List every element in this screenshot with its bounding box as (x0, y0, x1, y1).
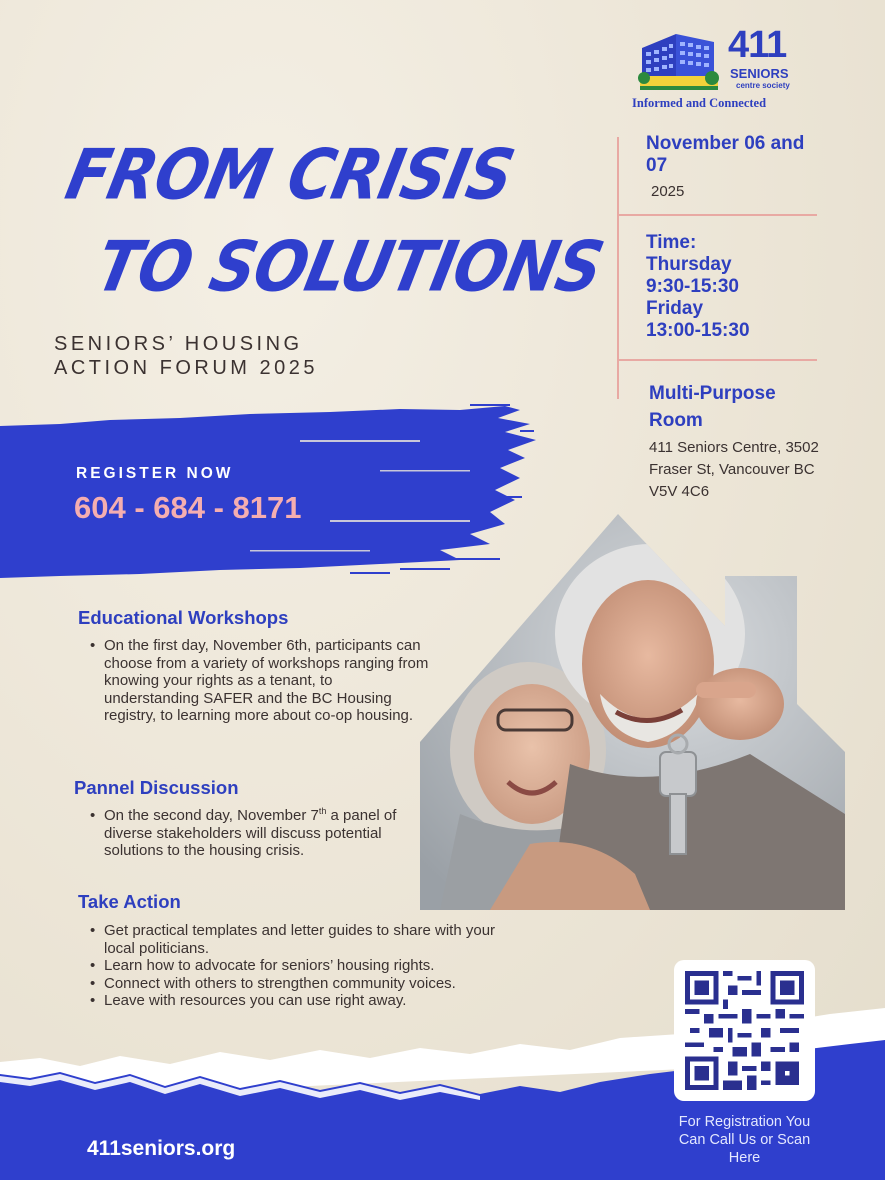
title-line-2: TO SOLUTIONS (89, 225, 610, 308)
title-line-1: FROM CRISIS (59, 133, 521, 216)
list-item: • Learn how to advocate for seniors’ housing rights. (90, 957, 530, 975)
event-date: November 06 and 07 (646, 133, 805, 176)
seniors-with-key-photo (420, 514, 845, 910)
list-item: • On the first day, November 6th, participants can choose from a variety of workshops ranging from knowing your rights as a tenant, to understanding SAFER and the BC Housing registry, to learning more about co-op housing. (90, 637, 430, 725)
panel-list (90, 807, 410, 860)
workshops-list (90, 637, 430, 725)
qr-code-icon[interactable] (685, 971, 804, 1090)
panel-text-after: a panel of diverse stakeholders will discuss potential solutions to the housing crisis. (104, 807, 397, 859)
info-divider-1 (617, 214, 817, 216)
logo-society: centre society (736, 81, 790, 90)
register-phone[interactable]: 604 - 684 - 8171 (74, 490, 302, 525)
time-day-2: Friday (646, 298, 704, 319)
panel-text-before: On the second day, November 7 (104, 807, 319, 824)
event-room: Multi-Purpose Room (649, 383, 776, 431)
register-now-label: REGISTER NOW (76, 465, 234, 482)
logo-tagline: Informed and Connected (632, 96, 767, 110)
action-list (90, 922, 530, 1010)
list-item: • Connect with others to strengthen community voices. (90, 975, 530, 993)
time-label: Time: (646, 232, 697, 253)
website-link[interactable]: 411seniors.org (87, 1137, 236, 1160)
logo (632, 26, 832, 116)
subtitle-line-2: ACTION FORUM 2025 (54, 357, 318, 379)
time-hours-1: 9:30-15:30 (646, 276, 739, 297)
workshops-heading: Educational Workshops (78, 607, 289, 628)
subtitle-line-1: SENIORS’ HOUSING (54, 333, 303, 355)
info-divider-2 (617, 359, 817, 361)
action-heading: Take Action (78, 891, 181, 912)
list-item (90, 807, 410, 860)
logo-seniors: SENIORS (730, 66, 789, 81)
qr-caption: For Registration You Can Call Us or Scan Here (678, 1114, 811, 1166)
event-year: 2025 (651, 183, 685, 200)
qr-code-card[interactable] (674, 960, 815, 1101)
time-day-1: Thursday (646, 254, 732, 275)
logo-number: 411 (728, 24, 787, 66)
event-address: 411 Seniors Centre, 3502 Fraser St, Vancouver BC V5V 4C6 (649, 439, 819, 500)
building-logo-icon (636, 28, 720, 94)
panel-text-sup: th (318, 806, 327, 816)
list-item: • Get practical templates and letter guides to share with your local politicians. (90, 922, 530, 957)
list-item: • Leave with resources you can use right away. (90, 992, 530, 1010)
panel-heading: Pannel Discussion (74, 777, 239, 798)
event-time (646, 232, 816, 342)
time-hours-2: 13:00-15:30 (646, 320, 750, 341)
